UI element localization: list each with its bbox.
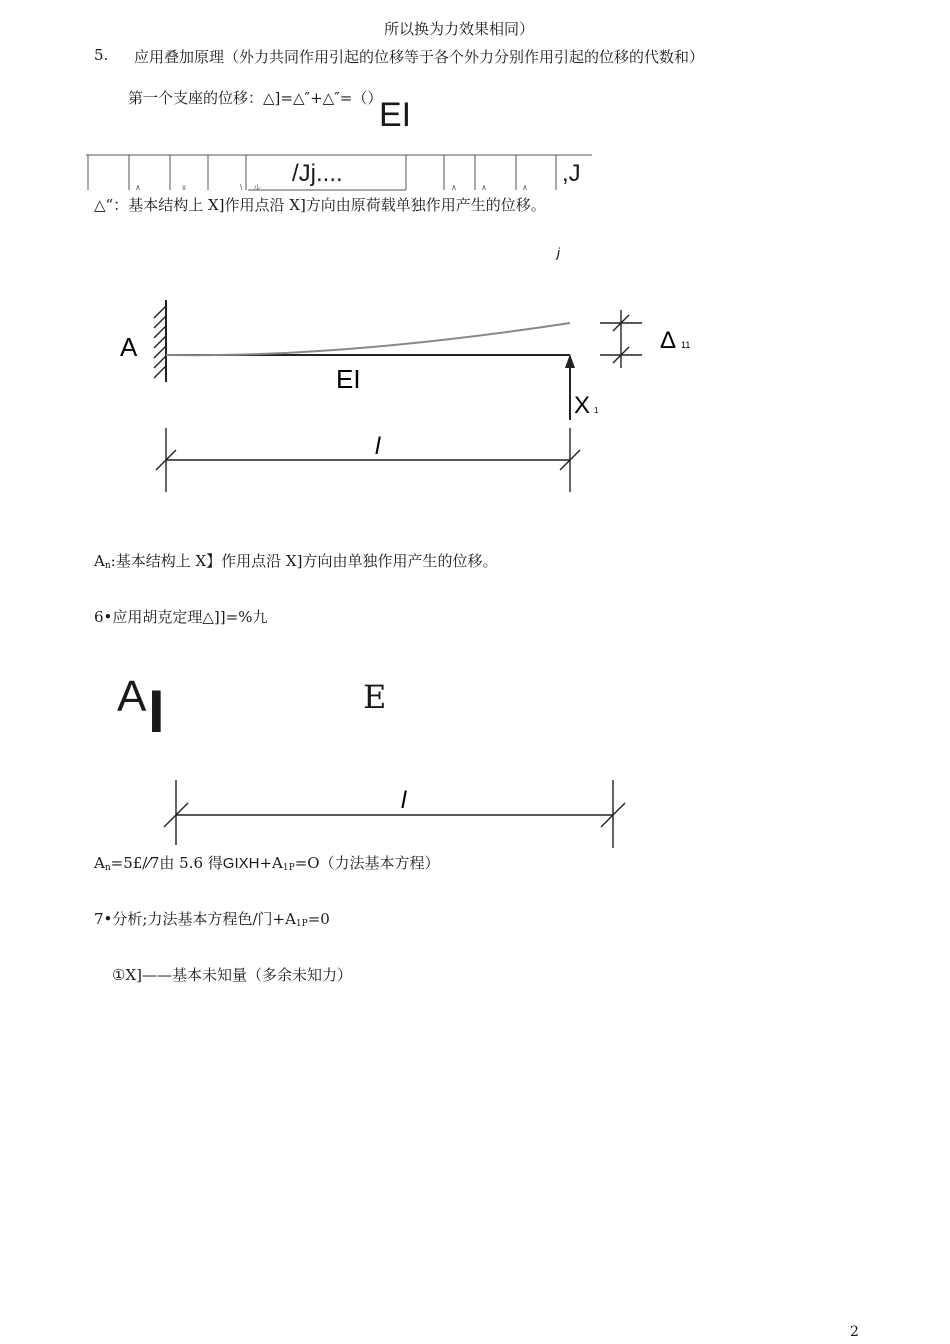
fig2-big-a: A	[117, 672, 147, 721]
delta-description: △“：基本结构上 X]作用点沿 X]方向由原荷载单独作用产生的位移。	[94, 196, 546, 214]
fig2-span-label: l	[401, 787, 407, 814]
force-arrowhead	[565, 354, 575, 368]
deflection-curve	[166, 323, 570, 355]
page-number: 2	[850, 1324, 859, 1340]
item7-analysis: 7•分析;力法基本方程色/门$+A_{1P}=0$	[94, 910, 330, 929]
support-displacement: 第一个支座的位移：△]=△″+△″=（）	[128, 89, 383, 107]
support-label-a: A	[120, 332, 138, 362]
fig2-e-label: E	[363, 678, 387, 716]
strip-mark: x	[182, 183, 186, 192]
strip-mark: ∧	[522, 183, 528, 192]
item5-number: 5.	[94, 46, 109, 64]
fig2-big-bar: I	[148, 678, 165, 745]
delta11-sub: 11	[681, 340, 691, 350]
force-label-x1: X	[574, 392, 591, 419]
force-sub: 1	[594, 406, 599, 415]
strip-right-text: ,J	[562, 160, 581, 187]
strip-mark: ∧	[481, 183, 487, 192]
table-strip	[0, 0, 950, 200]
header-line: 所以换为力效果相同）	[384, 20, 535, 38]
strip-mark: ル	[253, 183, 261, 192]
equation-line: $A_n=5£/⁄7$由 5.6 得$GIXH+A_{1P}=O$（力法基本方程）	[94, 854, 440, 873]
an-description: $A_n$:基本结构上 X】作用点沿 X]方向由单独作用产生的位移。	[94, 552, 498, 571]
support-hatching	[154, 306, 166, 378]
ei-large-label: EI	[379, 96, 412, 134]
strip-mark: ∧	[451, 183, 457, 192]
span-label-l: l	[375, 433, 381, 460]
note-unknown-force: ①X]——基本未知量（多余未知力）	[112, 966, 352, 984]
delta11-label: Δ	[660, 327, 677, 354]
strip-mid-text: /Jj....	[292, 160, 343, 187]
item6-hooke: 6•应用胡克定理△]]=%九	[94, 608, 268, 626]
strip-mark: ∧	[135, 183, 141, 192]
j-mark: j	[557, 245, 560, 260]
item5-text: 应用叠加原理（外力共同作用引起的位移等于各个外力分别作用引起的位移的代数和）	[134, 48, 705, 66]
strip-mark: \	[240, 183, 243, 192]
cantilever-figure	[0, 230, 950, 500]
span-dimension-figure	[0, 770, 950, 860]
beam-ei-label: EI	[336, 364, 361, 394]
